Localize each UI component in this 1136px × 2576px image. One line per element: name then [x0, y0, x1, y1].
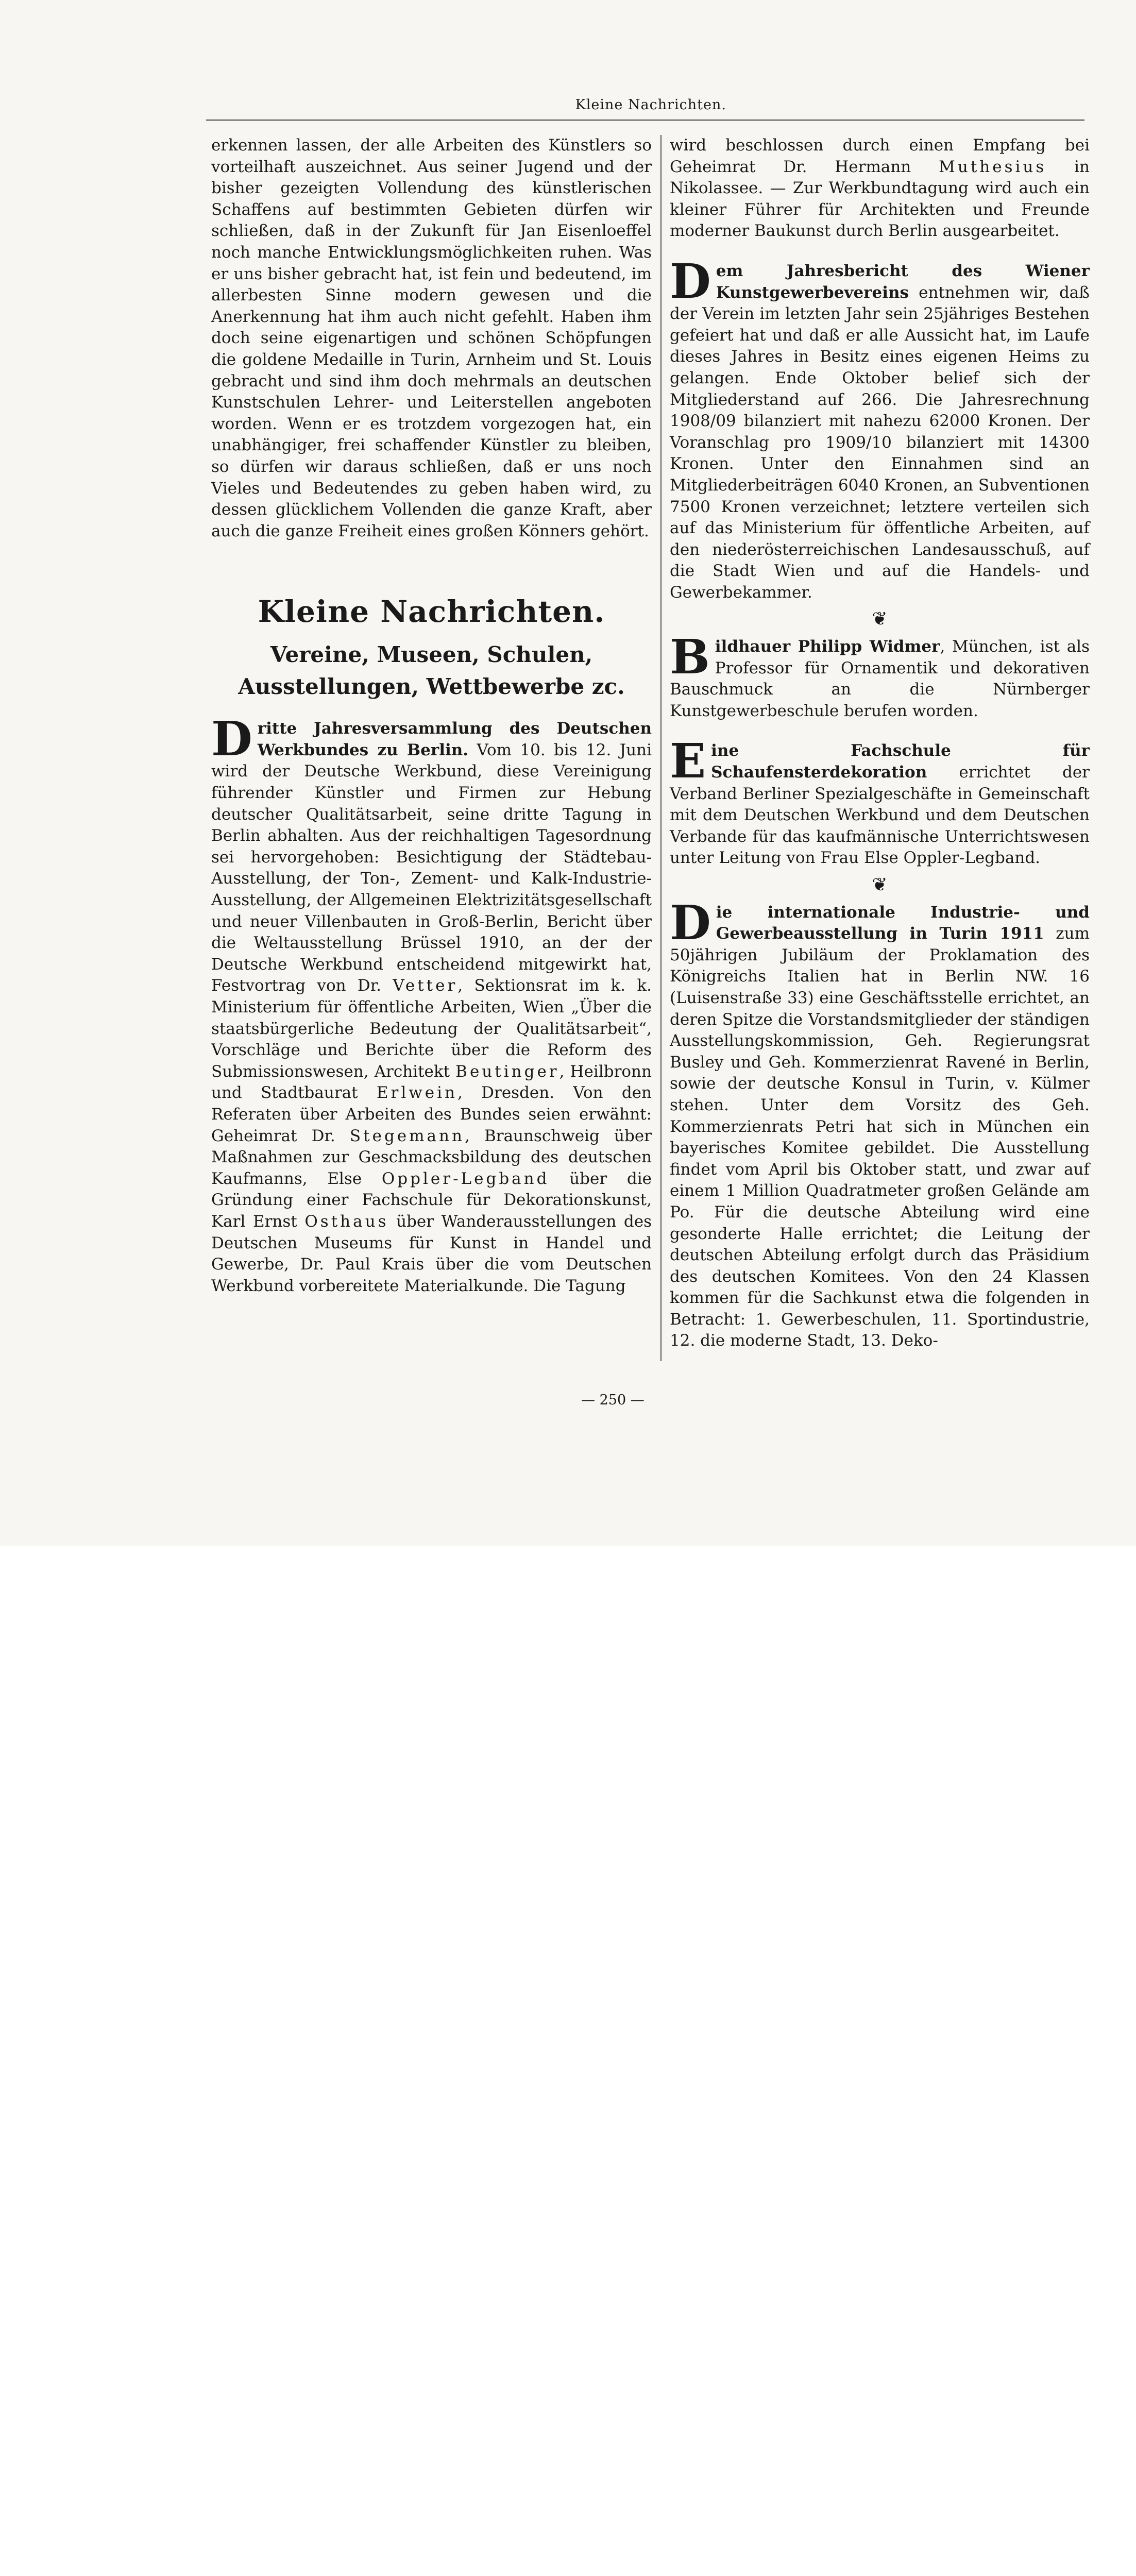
spaced-name: Erlwein [376, 1083, 458, 1103]
paragraph-widmer [670, 629, 1090, 722]
column-divider [660, 135, 662, 1361]
lead-in: ine Fachschule für Schaufensterdekoration [711, 741, 1090, 782]
left-column [211, 135, 652, 1297]
paragraph-schaufensterdekoration [670, 733, 1090, 869]
spaced-name: Beutinger [455, 1062, 559, 1081]
section-subheading: Vereine, Museen, Schulen, Ausstellungen, Wettbewerbe zc. [238, 642, 625, 700]
header-rule [206, 120, 1084, 121]
right-column [670, 135, 1090, 1352]
drop-cap: B [670, 629, 710, 685]
lead-in: ie internationale Industrie- und Gewerbeausstellung in Turin 1911 [716, 903, 1090, 943]
body-text: entnehmen wir, daß der Verein im letzten Jahr sein 25jähriges Bestehen gefeiert hat und daß er alle Aussicht hat, im Laufe dieses Jahres in Besitz eines eigenen Heims zu gelangen. Ende Oktober belief sich der Mitgliederstand auf 266. Die Jahresrechnung 1908/09 bilanziert mit nahezu 62000 Kronen. Der Voranschlag pro 1909/10 bilanziert mit 14300 Kronen. Unter den Einnahmen sind an Mitgliederbeiträgen 6040 Kronen, an Subventionen 7500 Kronen verzeichnet; letztere verteilen sich auf das Ministerium für öffentliche Arbeiten, auf den niederösterreichischen Landesausschuß, auf die Stadt Wien und auf die Handels- und Gewerbekammer. [670, 283, 1090, 602]
body-text: über Wanderausstellungen des Deutschen Museums für Kunst in Handel und Gewerbe, Dr. Paul Krais über die vom Deutschen Werkbund vorbereitete Materialkunde. Die Tagung [211, 1212, 652, 1295]
body-text: , Sektionsrat im k. k. Ministerium für öffentliche Arbeiten, Wien „Über die staatsbürgerliche Bedeutung der Qualitätsarbeit“, Vorschläge und Berichte über die Reform des Submissionswesen, Architekt [211, 976, 652, 1081]
paragraph-eisenloeffel: erkennen lassen, der alle Arbeiten des Künstlers so vorteilhaft auszeichnet. Aus seiner Jugend und der bisher gezeigten Vollendung des künstlerischen Schaffens auf bestimmten Gebieten dürfen wir schließen, daß in der Zukunft für Jan Eisenloeffel noch manche Entwicklungsmöglichkeiten ruhen. Was er uns bisher gebracht hat, ist fein und bedeutend, im allerbesten Sinne modern gewesen und die Anerkennung hat ihm auch nicht gefehlt. Haben ihm doch seine eigenartigen und schönen Schöpfungen die goldene Medaille in Turin, Arnheim und St. Louis gebracht und sind ihm doch mehrmals an deutschen Kunstschulen Lehrer- und Leiterstellen angeboten worden. Wenn er es trotzdem vorgezogen hat, ein unabhängiger, frei schaffender Künstler zu bleiben, so dürfen wir daraus schließen, daß er uns noch Vieles und Bedeutendes zu geben haben wird, zu dessen glücklichem Vollenden die ganze Kraft, aber auch die ganze Freiheit eines großen Könners gehört. [211, 136, 652, 540]
spaced-name: Oppler-Legband [381, 1169, 550, 1188]
lead-in: em Jahresbericht des Wiener Kunstgewerbevereins [716, 261, 1090, 302]
paragraph-turin-ausstellung [670, 894, 1090, 1352]
body-text: errichtet der Verband Berliner Spezialgeschäfte in Gemeinschaft mit dem Deutschen Werkbund und dem Deutschen Verbande für das kaufmännische Unterrichtswesen unter Leitung von Frau Else Oppler-Legband. [670, 763, 1090, 868]
spaced-name: Vetter [393, 976, 458, 995]
body-text: , Dresden. Von den Referaten über Arbeiten des Bundes seien erwähnt: Geheimrat Dr. [211, 1083, 652, 1145]
drop-cap: D [670, 894, 711, 951]
body-text: in Nikolassee. — Zur Werkbundtagung wird auch ein kleiner Führer für Architekten und Freunde moderner Baukunst durch Berlin ausgearbeitet. [670, 157, 1090, 241]
page-number: — 250 — [581, 1392, 645, 1408]
section-heading: Kleine Nachrichten. [258, 594, 605, 630]
body-text: , München, ist als Professor für Ornamentik und dekorativen Bauschmuck an die Nürnberger Kunstgewerbeschule berufen worden. [670, 637, 1090, 720]
drop-cap: D [670, 253, 711, 309]
lead-in: ildhauer Philipp Widmer [715, 637, 940, 656]
lead-in: ritte Jahresversammlung des Deutschen Werkbundes zu Berlin. [257, 719, 652, 759]
running-title: Kleine Nachrichten. [575, 97, 726, 113]
paragraph-wiener-kunstgewerbeverein [670, 253, 1090, 604]
paragraph-werkbund-continued [670, 135, 1090, 242]
spaced-name: Muthesius [939, 157, 1047, 176]
body-text: wird beschlossen durch einen Empfang bei Geheimrat Dr. Hermann [670, 136, 1090, 176]
body-text: Vom 10. bis 12. Juni wird der Deutsche Werkbund, diese Vereinigung führender Künstler und Firmen zur Hebung deutscher Qualitätsarbeit, seine dritte Tagung in Berlin abhalten. Aus der reichhaltigen Tagesordnung sei hervorgehoben: Besichtigung der Städtebau-Ausstellung, der Ton-, Zement- und Kalk-Industrie-Ausstellung, der Allgemeinen Elektrizitätsgesellschaft und neuer Villenbauten in Groß-Berlin, Bericht über die Weltausstellung Brüssel 1910, an der der Deutsche Werkbund entscheidend mitgewirkt hat, Festvortrag von Dr. [211, 740, 652, 995]
fleuron-ornament: ❦ [872, 608, 888, 630]
body-text: über die Gründung einer Fachschule für Dekorationskunst, Karl Ernst [211, 1169, 652, 1231]
body-text: , Heilbronn und Stadtbaurat [211, 1062, 652, 1103]
drop-cap: D [211, 711, 252, 767]
spaced-name: Stegemann [349, 1126, 465, 1145]
body-text: zum 50jährigen Jubiläum der Proklamation des Königreichs Italien hat in Berlin NW. 16 (Luisenstraße 33) eine Geschäftsstelle errichtet, an deren Spitze die Vorstandsmitglieder der ständigen Ausstellungskommission, Geh. Regierungsrat Busley und Geh. Kommerzienrat Ravené in Berlin, sowie der deutsche Konsul in Turin, v. Külmer stehen. Unter dem Vorsitz des Geh. Kommerzienrats Petri hat sich in München ein bayerisches Komitee gebildet. Die Ausstellung findet vom April bis Oktober statt, und zwar auf einem 1 Million Quadratmeter großen Gelände am Po. Für die deutsche Abteilung wird eine gesonderte Halle errichtet; die Leitung der deutschen Abteilung erfolgt durch das Präsidium des deutschen Komitees. Von den 24 Klassen kommen für die Sachkunst etwa die folgenden in Betracht: 1. Gewerbeschulen, 11. Sportindustrie, 12. die moderne Stadt, 13. Deko- [670, 924, 1090, 1350]
paragraph-werkbund [211, 711, 652, 1297]
spaced-name: Osthaus [304, 1212, 389, 1231]
body-text: , Braunschweig über Maßnahmen zur Geschmacksbildung des deutschen Kaufmanns, Else [211, 1126, 652, 1188]
drop-cap: E [670, 733, 706, 789]
fleuron-ornament: ❦ [872, 874, 888, 895]
digitization-footer [0, 1546, 1136, 1638]
